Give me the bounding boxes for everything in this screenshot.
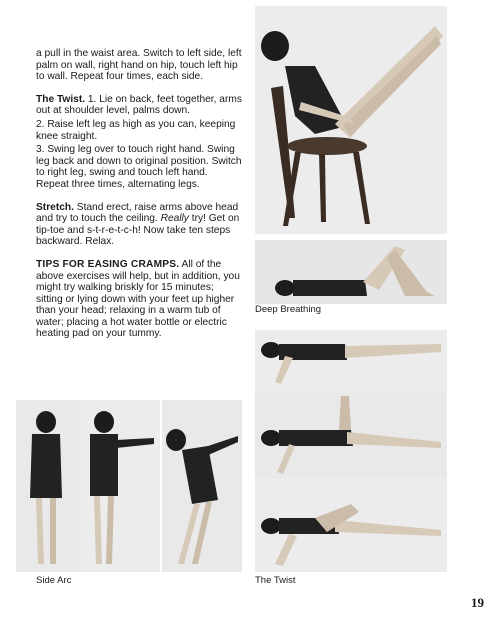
paragraph-tips <box>36 259 242 340</box>
paragraph-twist-step1 <box>36 94 242 117</box>
photo-twist-lying-1 <box>255 330 447 392</box>
twist-lying-figure-2 <box>255 392 447 478</box>
caption-the-twist: The Twist <box>255 575 296 586</box>
stretch-heading: Stretch. <box>36 201 74 213</box>
article-text <box>36 48 242 351</box>
paragraph-twist-step3: 3. Swing leg over to touch right hand. Swing leg back and down to original position. Switch to right leg, swing and touch left hand. Repeat three times, alternating legs. <box>36 144 242 190</box>
paragraph-twist-step2: 2. Raise left leg as high as you can, keeping knee straight. <box>36 118 236 142</box>
photo-chair-leg-raise <box>255 6 447 234</box>
twist-heading: The Twist. <box>36 93 86 105</box>
side-arc-figure-3 <box>162 400 242 572</box>
side-arc-figure-1 <box>16 400 80 572</box>
photo-side-arc-2 <box>80 400 160 572</box>
twist-step1-text: 1. Lie on back, feet together, arms out at shoulder level, palms down. <box>36 93 242 117</box>
twist-lying-figure-3 <box>255 478 447 572</box>
photo-twist-lying-2 <box>255 392 447 478</box>
photo-side-arc-3 <box>162 400 242 572</box>
tips-text: All of the above exercises will help, but in addition, you might try walking briskly for 15 minutes; sitting or lying down with your feet up higher than your head; relaxing in a warm tub of water; placing a hot water bottle or electric heating pad on your tummy. <box>36 258 240 340</box>
stretch-text-b: try! Get on tip-toe and s-t-r-e-t-c-h! Now take ten steps backward. Relax. <box>36 213 240 248</box>
photo-side-arc-1 <box>16 400 80 572</box>
stretch-text-a: Stand erect, raise arms above head and try to touch the ceiling. <box>36 201 239 225</box>
photo-twist-lying-3 <box>255 478 447 572</box>
caption-deep-breathing: Deep Breathing <box>255 304 322 315</box>
page-number: 19 <box>471 595 484 610</box>
deep-breathing-figure <box>255 240 447 304</box>
twist-lying-figure-1 <box>255 330 447 392</box>
photo-deep-breathing <box>255 240 447 304</box>
caption-side-arc: Side Arc <box>36 575 72 586</box>
tips-heading: TIPS FOR EASING CRAMPS. <box>36 258 180 270</box>
paragraph-stretch <box>36 202 242 248</box>
stretch-italic: Really <box>160 213 189 225</box>
side-arc-figure-2 <box>80 400 160 572</box>
paragraph-side-arc-end: a pull in the waist area. Switch to left side, left palm on wall, right hand on hip, touch left hip to wall. Repeat four times, each side. <box>36 48 242 83</box>
chair-exercise-figure <box>255 6 447 234</box>
